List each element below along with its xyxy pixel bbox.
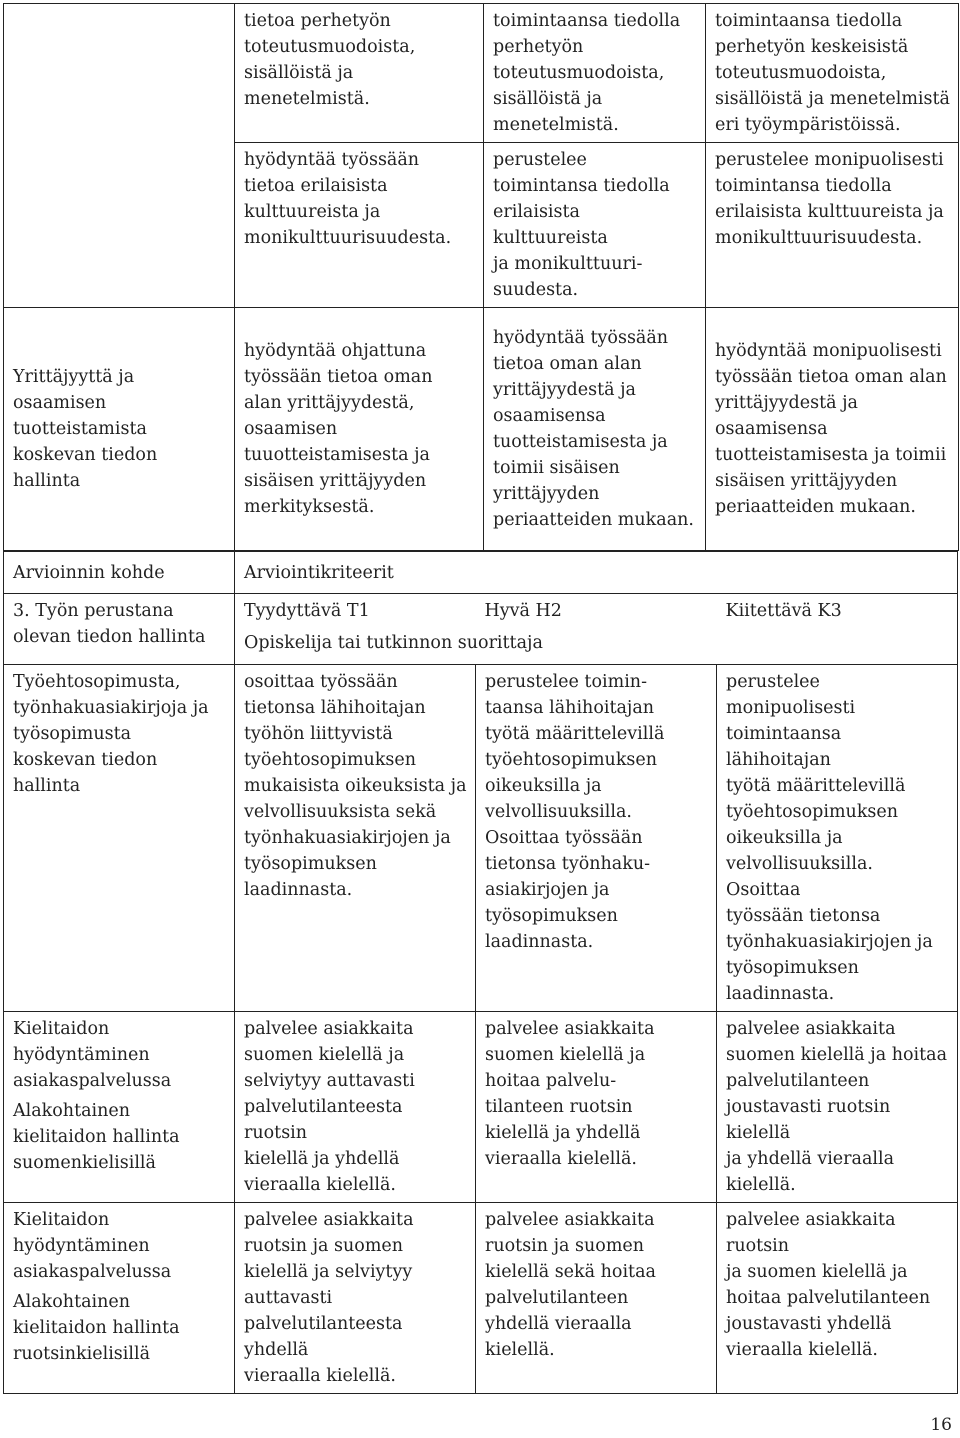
criteria-cell-t1 — [235, 664, 476, 1011]
header-subject-cell — [4, 552, 235, 594]
table-row — [4, 1202, 958, 1393]
header-subject: Arvioinnin kohde — [13, 562, 165, 583]
table-row — [4, 664, 958, 1011]
criteria-cell-t1 — [235, 308, 484, 551]
grade-h2-cell — [476, 594, 717, 629]
criteria-text: toimintaansa tiedolla perhetyön keskeisistä toteutusmuodoista, sisällöistä ja menetelmistä eri työympäristöissä. — [715, 11, 950, 135]
criteria-cell-k3 — [717, 664, 958, 1011]
criteria-cell-t1 — [235, 1202, 476, 1393]
subject-cell — [4, 4, 235, 143]
table-row — [4, 1011, 958, 1202]
criteria-cell-h2 — [484, 4, 706, 143]
criteria-cell-k3 — [706, 4, 959, 143]
grade-k3-cell — [717, 594, 958, 629]
subject-text: Kielitaidon hyödyntäminen asiakaspalvelussa — [13, 1018, 172, 1091]
page-number: 16 — [930, 1415, 952, 1435]
criteria-cell-t1 — [235, 4, 484, 143]
subject-line-cell — [235, 628, 958, 664]
criteria-cell-k3 — [717, 1011, 958, 1202]
criteria-text: palvelee asiakkaita suomen kielellä ja selviytyy auttavasti palvelutilanteesta ruotsin kielellä ja yhdellä vieraalla kielellä. — [244, 1018, 415, 1195]
criteria-text: perustelee monipuolisesti toimintansa tiedolla erilaisista kulttuureista ja monikulttuurisuudesta. — [715, 150, 944, 248]
section-title: 3. Työn perustana olevan tiedon hallinta — [13, 601, 206, 647]
criteria-cell-h2 — [476, 664, 717, 1011]
header-criteria-cell — [235, 552, 958, 594]
criteria-text: palvelee asiakkaita ruotsin ja suomen kielellä ja selviytyy auttavasti palvelutilanteesta yhdellä vieraalla kielellä. — [244, 1209, 414, 1386]
criteria-text: hyödyntää ohjattuna työssään tietoa oman alan yrittäjyydestä, osaamisen tuuotteistamisesta ja sisäisen yrittäjyyden merkityksestä. — [244, 341, 433, 517]
subject-text: Työehtosopimusta, työnhakuasiakirjoja ja työsopimusta koskevan tiedon hallinta — [13, 671, 209, 796]
criteria-cell-t1 — [235, 143, 484, 308]
criteria-cell-h2 — [476, 1202, 717, 1393]
subject-subtext: Alakohtainen kielitaidon hallinta ruotsinkielisillä — [13, 1291, 180, 1364]
grade-t1: Tyydyttävä T1 — [244, 601, 370, 621]
grade-k3: Kiitettävä K3 — [725, 601, 842, 621]
criteria-text: toimintaansa tiedolla perhetyön toteutusmuodoista, sisällöistä ja menetelmistä. — [493, 11, 681, 135]
criteria-text: perustelee toimintansa tiedolla erilaisista kulttuureista ja monikulttuuri- suudesta. — [493, 150, 670, 300]
table-row — [4, 4, 959, 143]
criteria-cell-k3 — [706, 308, 959, 551]
subject-cell — [4, 1011, 235, 1202]
criteria-text: hyödyntää monipuolisesti työssään tietoa oman alan yrittäjyydestä ja osaamisensa tuotteistamisesta ja toimii sisäisen yrittäjyyden periaatteiden mukaan. — [715, 341, 947, 517]
grade-row — [4, 594, 958, 629]
subject-subtext: Alakohtainen kielitaidon hallinta suomenkielisillä — [13, 1100, 180, 1173]
subject-text: Kielitaidon hyödyntäminen asiakaspalvelussa — [13, 1209, 172, 1282]
criteria-text: hyödyntää työssään tietoa oman alan yrittäjyydestä ja osaamisensa tuotteistamisesta ja toimii sisäisen yrittäjyyden periaatteiden mukaan. — [493, 328, 694, 530]
subject-text: Yrittäjyyttä ja osaamisen tuotteistamista koskevan tiedon hallinta — [13, 367, 158, 491]
subject-line: Opiskelija tai tutkinnon suorittaja — [244, 633, 543, 653]
criteria-text: perustelee monipuolisesti toimintaansa lähihoitajan työtä määrittelevillä työehtosopimuksen oikeuksilla ja velvollisuuksilla. Osoittaa työssään tietonsa työnhakuasiakirjojen ja työsopimuksen laadinnasta. — [726, 671, 933, 1004]
grade-t1-cell — [235, 594, 476, 629]
criteria-text: palvelee asiakkaita suomen kielellä ja hoitaa palvelu- tilanteen ruotsin kielellä ja yhdellä vieraalla kielellä. — [485, 1018, 655, 1169]
criteria-text: palvelee asiakkaita ruotsin ja suomen kielellä ja hoitaa palvelutilanteen joustavasti yhdellä vieraalla kielellä. — [726, 1209, 931, 1360]
criteria-text: tietoa perhetyön toteutusmuodoista, sisällöistä ja menetelmistä. — [244, 11, 416, 109]
grade-h2: Hyvä H2 — [484, 601, 562, 621]
criteria-text: perustelee toimin- taansa lähihoitajan työtä määrittelevillä työehtosopimuksen oikeuksilla ja velvollisuuksilla. Osoittaa työssään tietonsa työnhaku- asiakirjojen ja työsopimuksen laadinnasta. — [485, 671, 665, 952]
criteria-text: hyödyntää työssään tietoa erilaisista kulttuureista ja monikulttuurisuudesta. — [244, 150, 452, 248]
criteria-cell-h2 — [484, 143, 706, 308]
table-row — [4, 143, 959, 308]
criteria-text: palvelee asiakkaita ruotsin ja suomen kielellä sekä hoitaa palvelutilanteen yhdellä vieraalla kielellä. — [485, 1209, 656, 1360]
criteria-cell-k3 — [706, 143, 959, 308]
section-title-cell — [4, 594, 235, 665]
header-criteria: Arviointikriteerit — [244, 562, 394, 583]
criteria-table — [3, 551, 958, 1394]
criteria-cell-t1 — [235, 1011, 476, 1202]
subject-cell — [4, 664, 235, 1011]
subject-cell — [4, 308, 235, 551]
criteria-text: palvelee asiakkaita suomen kielellä ja hoitaa palvelutilanteen joustavasti ruotsin kielellä ja yhdellä vieraalla kielellä. — [726, 1018, 947, 1195]
criteria-cell-h2 — [484, 308, 706, 551]
criteria-cell-h2 — [476, 1011, 717, 1202]
criteria-cell-k3 — [717, 1202, 958, 1393]
criteria-table-continued — [3, 3, 959, 551]
subject-cell — [4, 1202, 235, 1393]
subject-cell — [4, 143, 235, 308]
criteria-text: osoittaa työssään tietonsa lähihoitajan työhön liittyvistä työehtosopimuksen mukaisista oikeuksista ja velvollisuuksista sekä työnhakuasiakirjojen ja työsopimuksen laadinnasta. — [244, 671, 467, 900]
table-row — [4, 308, 959, 551]
header-row — [4, 552, 958, 594]
